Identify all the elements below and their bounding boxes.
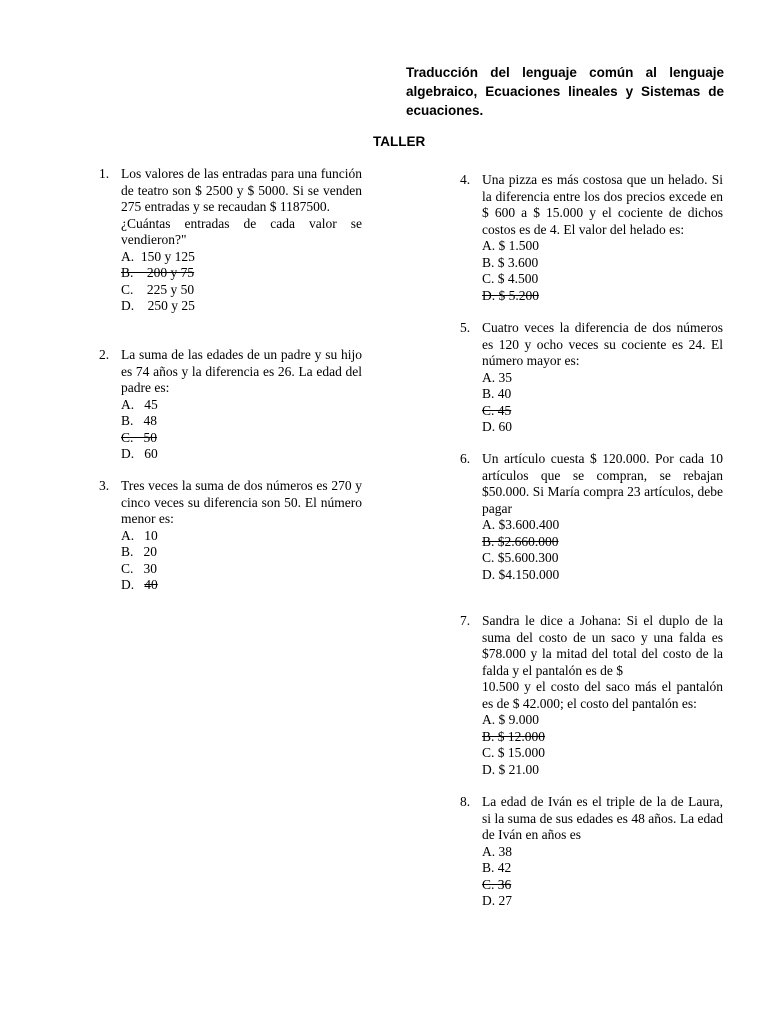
question-text bbox=[121, 166, 362, 249]
question-number: 4. bbox=[460, 172, 471, 187]
option-b: B. 48 bbox=[121, 413, 158, 428]
question-6 bbox=[460, 451, 723, 583]
option-d: D. $ 21.00 bbox=[482, 761, 539, 777]
option-d: D. $4.150.000 bbox=[482, 566, 560, 582]
option-b-struck: B. 200 y 75 bbox=[121, 265, 195, 280]
option-c-struck: C. 45 bbox=[482, 402, 512, 418]
question-line: Un artículo cuesta $ 120.000. Por cada 10 artículos que se compran, se rebajan $50.000. Si María compra 23 artículos, debe pagar bbox=[482, 451, 723, 516]
option-a: A. $ 1.500 bbox=[482, 238, 539, 253]
option-a: A. 10 bbox=[121, 527, 158, 543]
option-d-value: 40 bbox=[144, 577, 158, 592]
option-c: C. $ 4.500 bbox=[482, 271, 539, 286]
option-b: B. 20 bbox=[121, 544, 158, 559]
option-d: D. 60 bbox=[121, 446, 158, 461]
option-a: A. 38 bbox=[482, 843, 512, 859]
question-text bbox=[482, 613, 723, 712]
question-text bbox=[121, 347, 362, 397]
question-4 bbox=[460, 172, 723, 304]
question-number: 6. bbox=[460, 451, 471, 466]
document-title: Traducción del lenguaje común al lenguaje algebraico, Ecuaciones lineales y Sistemas de ecuaciones. bbox=[406, 65, 724, 118]
question-8 bbox=[460, 794, 723, 910]
question-number: 7. bbox=[460, 613, 471, 628]
question-line: Tres veces la suma de dos números es 270 y cinco veces su diferencia son 50. El número menor es: bbox=[121, 478, 362, 526]
option-a: A. $3.600.400 bbox=[482, 517, 560, 532]
option-c: C. 30 bbox=[121, 560, 158, 576]
option-c-struck: C. 36 bbox=[482, 876, 512, 892]
question-line: Sandra le dice a Johana: Si el duplo de la suma del costo de un saco y una falda es $78.000 y la mitad del total del costo de la falda y el pantalón es de $ bbox=[482, 613, 723, 678]
question-3 bbox=[99, 478, 362, 594]
option-d-letter: D. bbox=[121, 577, 145, 592]
section-heading: TALLER bbox=[373, 134, 426, 149]
question-line: ¿Cuántas entradas de cada valor se vendieron?" bbox=[121, 215, 362, 247]
question-number: 2. bbox=[99, 347, 110, 362]
option-d-partially-struck bbox=[121, 577, 362, 594]
question-line: La suma de las edades de un padre y su hijo es 74 años y la diferencia es 26. La edad del padre es: bbox=[121, 347, 362, 395]
option-a: A. $ 9.000 bbox=[482, 712, 539, 727]
option-d-struck: D. $ 5.200 bbox=[482, 287, 539, 303]
question-number: 1. bbox=[99, 166, 110, 181]
option-c-struck: C. 50 bbox=[121, 429, 158, 445]
option-d: D. 27 bbox=[482, 893, 512, 908]
question-line: Cuatro veces la diferencia de dos números es 120 y ocho veces su cociente es 24. El número mayor es: bbox=[482, 320, 723, 368]
question-7 bbox=[460, 613, 723, 778]
option-a: A. 35 bbox=[482, 369, 512, 385]
option-b: B. $ 3.600 bbox=[482, 254, 539, 270]
question-line: Una pizza es más costosa que un helado. Si la diferencia entre los dos precios excede en $ 600 a $ 15.000 y el cociente de dichos costos es de 4. El valor del helado es: bbox=[482, 172, 723, 237]
option-d: D. 250 y 25 bbox=[121, 298, 195, 313]
option-a: A. 45 bbox=[121, 396, 158, 412]
question-line: Los valores de las entradas para una función de teatro son $ 2500 y $ 5000. Si se venden 275 entradas y se recaudan $ 1187500. bbox=[121, 166, 362, 214]
question-5 bbox=[460, 320, 723, 436]
question-number: 3. bbox=[99, 478, 110, 493]
option-b-struck: B. $2.660.000 bbox=[482, 533, 559, 549]
question-2 bbox=[99, 347, 362, 463]
question-text bbox=[482, 794, 723, 844]
question-line: 10.500 y el costo del saco más el pantalón es de $ 42.000; el costo del pantalón es: bbox=[482, 679, 723, 711]
question-text bbox=[121, 478, 362, 528]
question-text bbox=[482, 172, 723, 238]
option-c: C. $ 15.000 bbox=[482, 745, 546, 760]
question-text bbox=[482, 451, 723, 517]
option-b-struck: B. $ 12.000 bbox=[482, 728, 546, 744]
question-1 bbox=[99, 166, 362, 315]
question-line: La edad de Iván es el triple de la de Laura, si la suma de sus edades es 48 años. La edad de Iván en años es bbox=[482, 794, 723, 842]
option-c: C. 225 y 50 bbox=[121, 281, 195, 297]
option-c: C. $5.600.300 bbox=[482, 550, 559, 565]
question-number: 8. bbox=[460, 794, 471, 809]
question-number: 5. bbox=[460, 320, 471, 335]
option-b: B. 40 bbox=[482, 386, 512, 401]
option-d: D. 60 bbox=[482, 419, 512, 434]
option-b: B. 42 bbox=[482, 860, 512, 875]
option-a: A. 150 y 125 bbox=[121, 248, 195, 264]
question-text bbox=[482, 320, 723, 370]
